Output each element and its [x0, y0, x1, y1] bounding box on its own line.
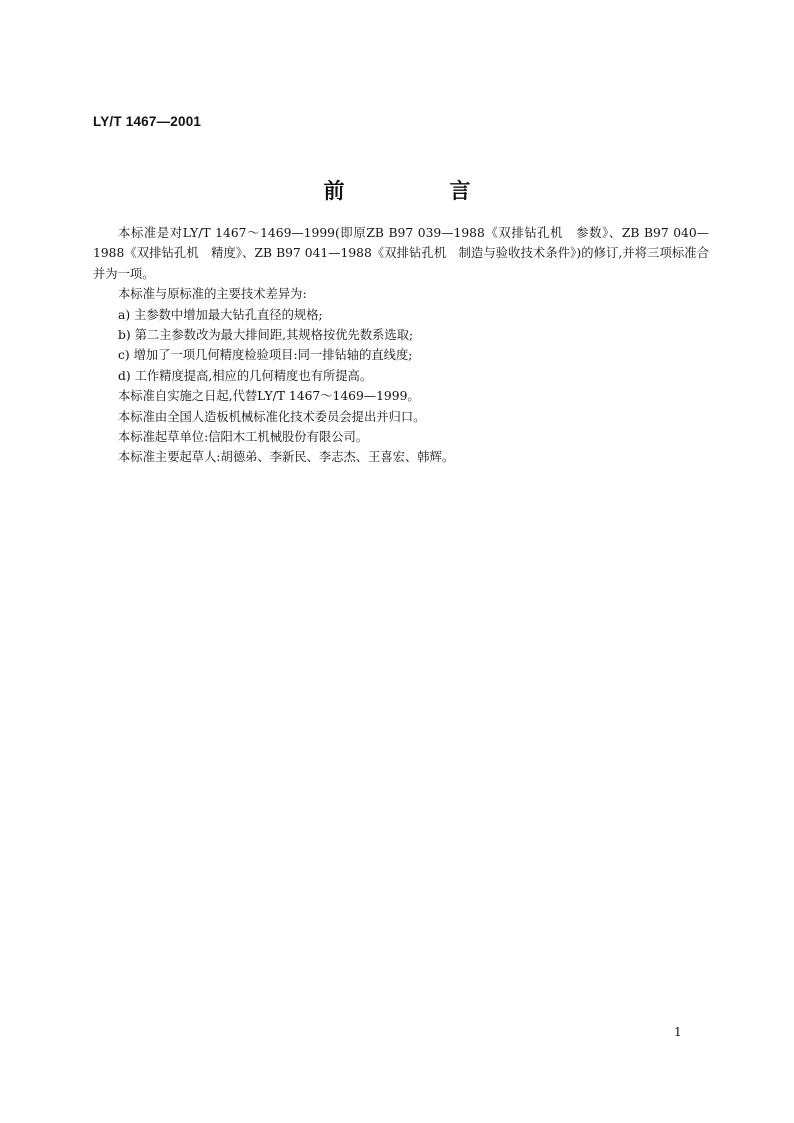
list-item: d) 工作精度提高,相应的几何精度也有所提高。 — [118, 368, 373, 383]
paragraph-replacement: 本标准自实施之日起,代替LY/T 1467～1469—1999。 — [118, 389, 420, 404]
paragraph-drafting-unit: 本标准起草单位:信阳木工机械股份有限公司。 — [118, 430, 369, 445]
standard-code: LY/T 1467—2001 — [93, 114, 202, 129]
list-item: a) 主参数中增加最大钻孔直径的规格; — [118, 307, 323, 322]
paragraph-drafters: 本标准主要起草人:胡德弟、李新民、李志杰、王喜宏、韩辉。 — [118, 450, 455, 465]
paragraph-proposer: 本标准由全国人造板机械标准化技术委员会提出并归口。 — [118, 409, 426, 424]
paragraph-differences-intro: 本标准与原标准的主要技术差异为: — [118, 287, 307, 302]
paragraph-revision: 本标准是对LY/T 1467～1469—1999(即原ZB B97 039—1988《双排钻孔机 参数》、ZB B97 040—1988《双排钻孔机 精度》、ZB B97 041—1988《双排钻孔机 制造与验收技术条件》)的修订,并将三项标准合并为一项。 — [93, 226, 709, 281]
list-item: b) 第二主参数改为最大排间距,其规格按优先数系选取; — [118, 328, 414, 343]
list-item: c) 增加了一项几何精度检验项目:同一排钻轴的直线度; — [118, 348, 413, 363]
page-number: 1 — [674, 1025, 682, 1039]
preface-body — [93, 223, 709, 468]
page-title: 前 言 — [323, 179, 513, 203]
